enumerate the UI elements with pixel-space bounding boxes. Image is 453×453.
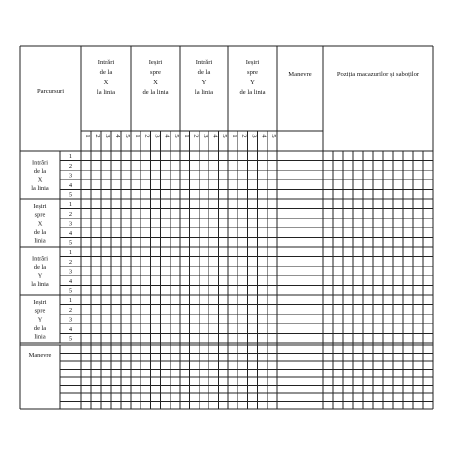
row-number: 5	[68, 335, 73, 343]
row-number: 4	[68, 326, 73, 333]
row-group-label: Intrări	[32, 255, 48, 263]
row-group-label: Ieșiri	[33, 299, 47, 307]
header-group-line: la linia	[96, 89, 116, 96]
row-number: 2	[68, 306, 73, 314]
row-group-label: la linia	[31, 281, 49, 289]
header-group-line: de la	[197, 69, 211, 76]
header-group-line: Ieșiri	[148, 59, 163, 66]
header-sub-number: 4	[163, 134, 171, 138]
row-number: 3	[68, 172, 73, 180]
header-sub-number: 5	[173, 134, 181, 138]
row-number: 1	[68, 201, 73, 209]
row-group-label: la linia	[31, 185, 49, 193]
header-sub-number: 1	[84, 134, 91, 138]
header-group-line: X	[103, 79, 109, 86]
header-sub-number: 3	[250, 134, 258, 138]
row-number: 3	[68, 220, 73, 228]
row-group-label: Intrări	[32, 159, 48, 167]
header-sub-number: 4	[211, 134, 219, 138]
row-number: 2	[68, 258, 73, 266]
header-group-line: Y	[201, 79, 207, 86]
row-number: 3	[68, 316, 73, 324]
row-group-label: de la	[33, 168, 47, 175]
header-group-line: la linia	[194, 89, 214, 96]
header-group-line: Intrări	[195, 59, 213, 66]
header-sub-number: 2	[240, 134, 248, 138]
row-number: 4	[68, 230, 73, 237]
row-number: 3	[68, 268, 73, 276]
row-number: 5	[68, 239, 73, 247]
row-number: 4	[68, 278, 73, 285]
header-sub-number: 3	[104, 134, 111, 138]
header-manevre: Manevre	[288, 71, 312, 78]
row-number: 1	[68, 249, 73, 257]
header-group-line: X	[153, 79, 158, 86]
row-number: 1	[68, 153, 73, 161]
header-sub-number: 1	[182, 134, 190, 138]
header-group-line: spre	[247, 69, 258, 76]
row-group-label: de la	[33, 228, 47, 236]
row-group-label: spre	[34, 307, 46, 315]
header-parcursuri: Parcursuri	[36, 88, 65, 95]
header-sub-number: 1	[133, 134, 141, 138]
table-grid	[20, 46, 433, 409]
row-group-label: de la	[33, 264, 47, 271]
header-sub-number: 1	[230, 134, 238, 138]
row-group-label: spre	[34, 211, 46, 219]
header-sub-number: 3	[153, 134, 161, 138]
row-group-label: X	[37, 220, 43, 228]
header-sub-number: 4	[260, 134, 268, 138]
header-group-line: Ieșiri	[245, 59, 260, 66]
header-sub-number: 5	[221, 134, 229, 138]
row-group-label: linia	[34, 333, 46, 341]
header-group-line: de la linia	[142, 89, 169, 96]
header-sub-number: 4	[114, 134, 121, 138]
header-group-line: de la	[99, 69, 113, 76]
row-number: 2	[68, 210, 73, 218]
row-number: 4	[68, 182, 73, 189]
header-group-line: de la linia	[239, 89, 266, 96]
row-number: 1	[68, 297, 73, 305]
footer-manevre-label: Manevre	[28, 352, 52, 359]
row-number: 5	[68, 287, 73, 295]
header-group-line: Intrări	[97, 59, 115, 66]
header-group-line: spre	[150, 69, 161, 76]
header-sub-number: 2	[192, 134, 200, 138]
row-group-label: Ieșiri	[33, 203, 47, 211]
header-sub-number: 2	[143, 134, 151, 138]
header-sub-number: 2	[94, 134, 101, 138]
row-group-label: X	[37, 176, 43, 184]
row-group-label: Y	[37, 272, 43, 280]
header-sub-number: 5	[124, 134, 131, 138]
header-pozitia: Poziția macazurilor și saboților	[336, 71, 420, 78]
header-sub-number: 3	[202, 134, 209, 138]
row-number: 2	[68, 162, 73, 170]
row-group-label: de la	[33, 324, 47, 332]
row-group-label: linia	[34, 237, 46, 245]
header-sub-number: 5	[270, 134, 278, 138]
header-group-line: Y	[250, 79, 255, 86]
row-group-label: Y	[37, 316, 43, 324]
row-number: 5	[68, 191, 73, 199]
